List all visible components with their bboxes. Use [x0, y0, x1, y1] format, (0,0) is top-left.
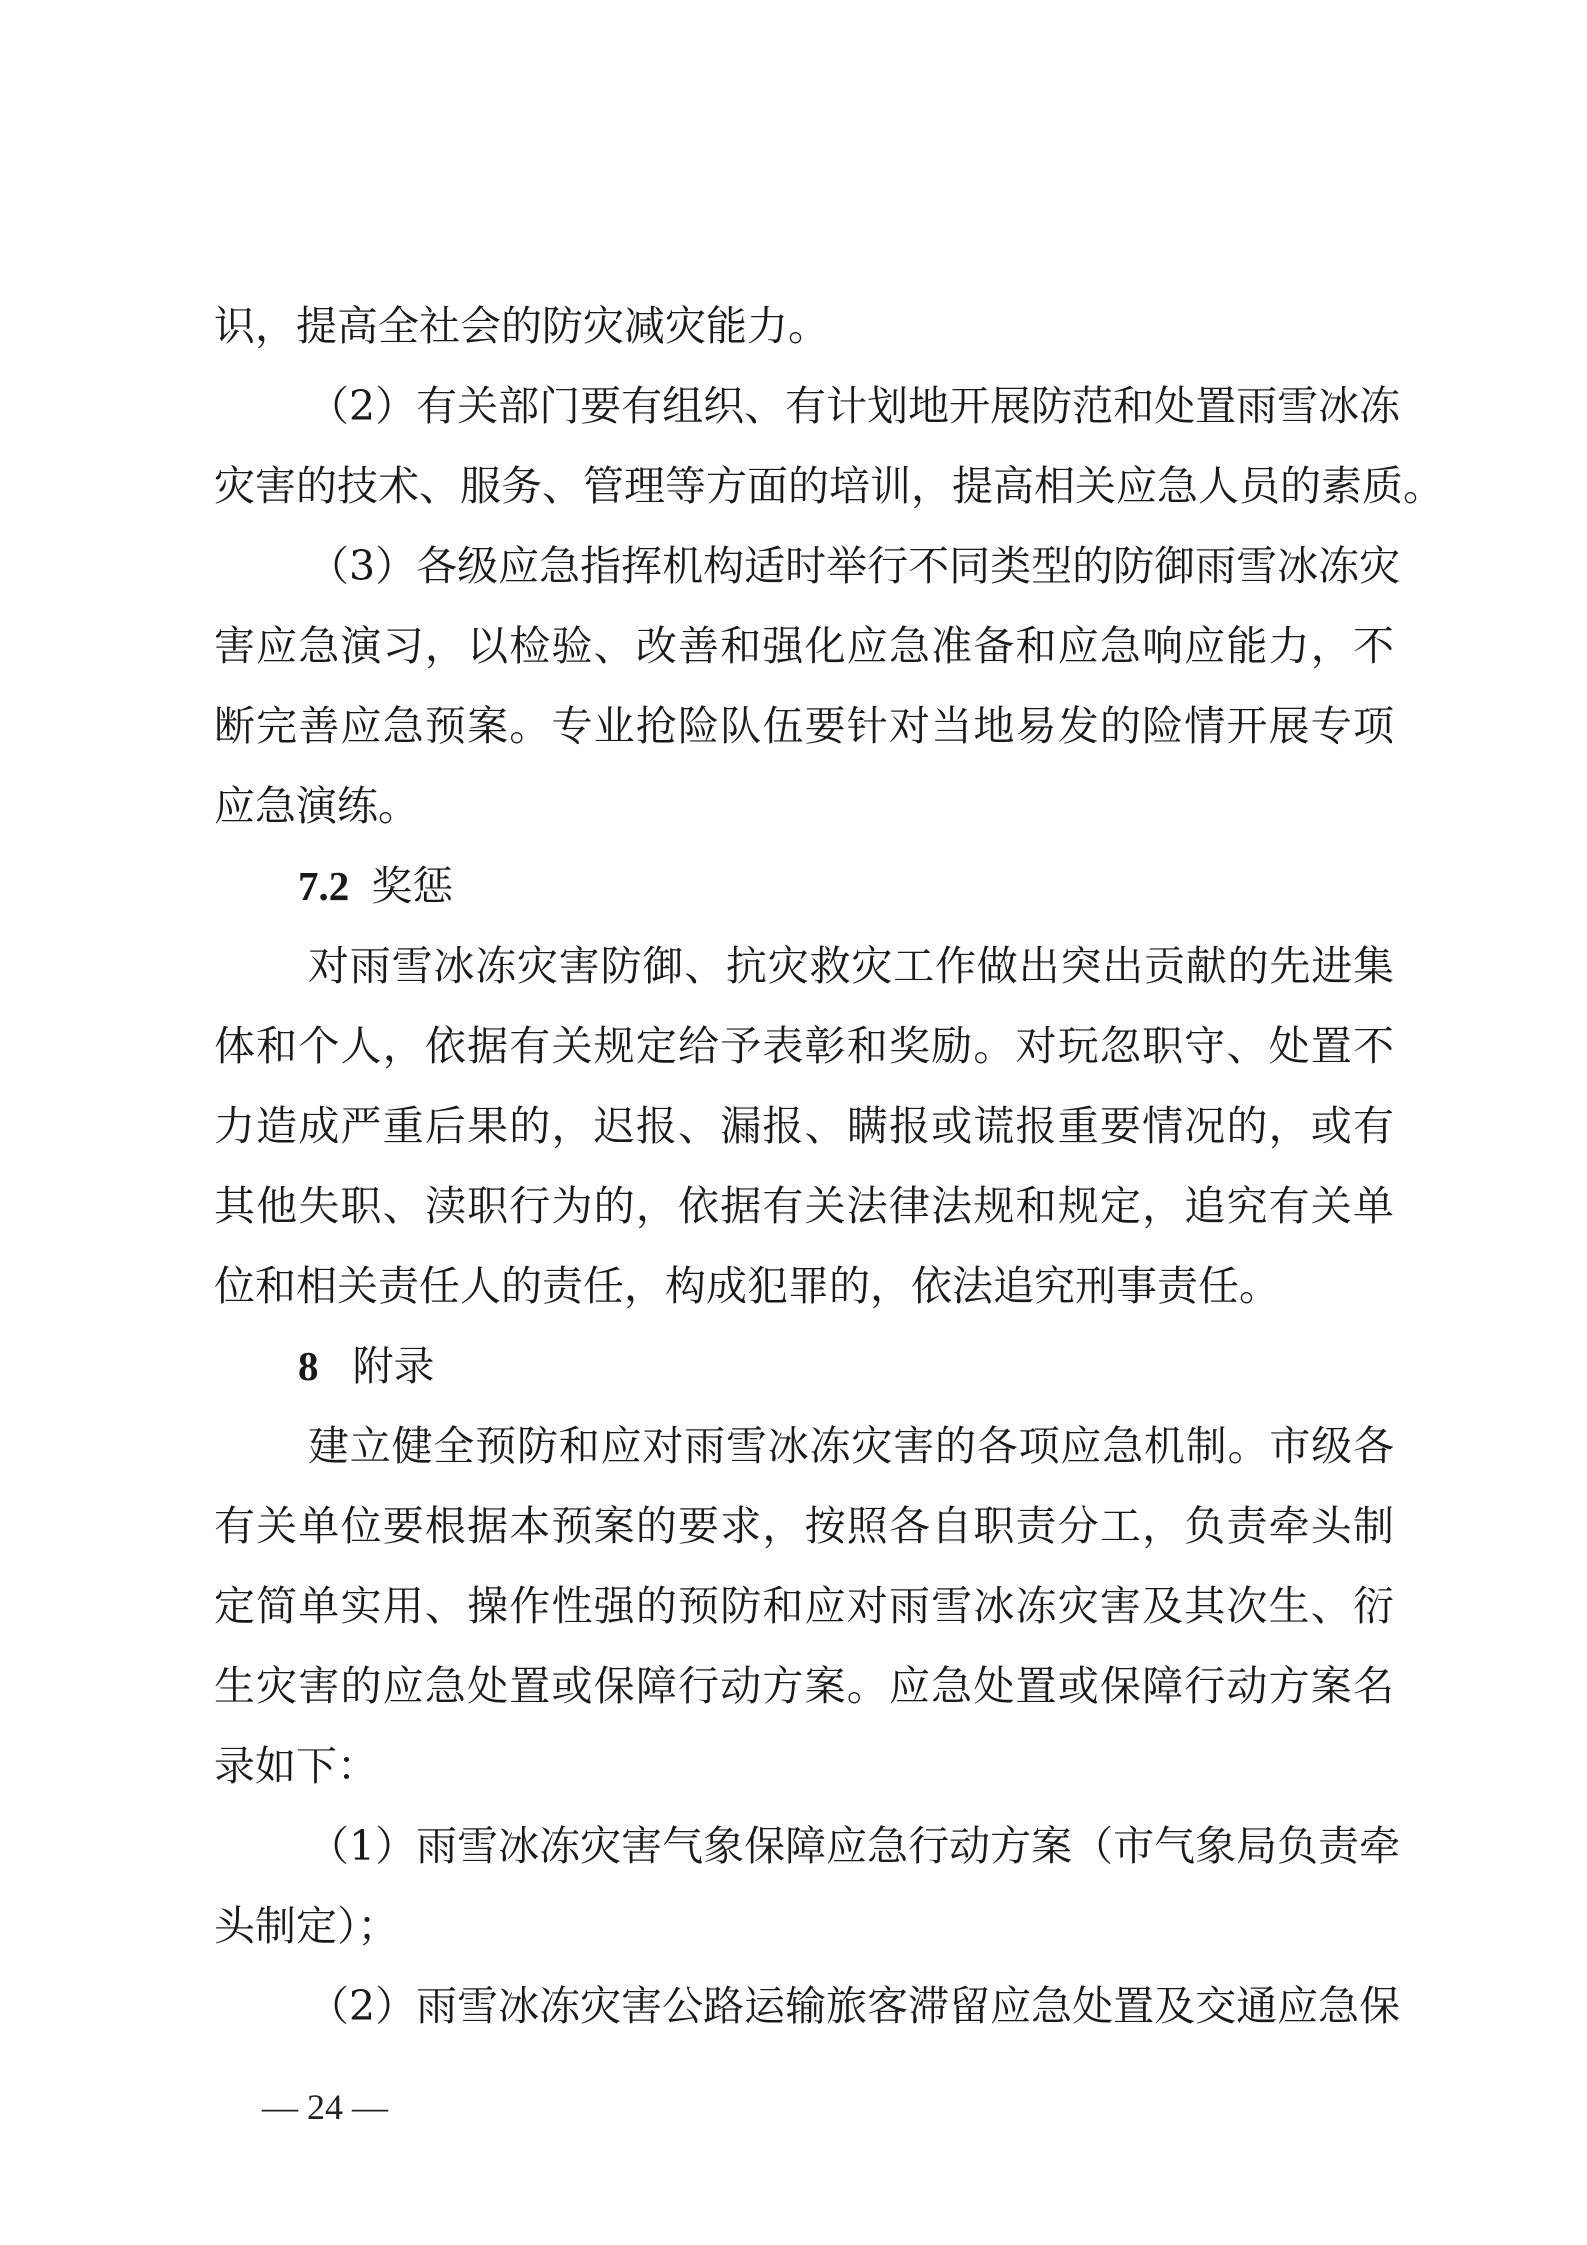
- section-title: 附录: [352, 1342, 435, 1390]
- paragraph-line: 应急演练。: [214, 782, 419, 830]
- paragraph-line: （1）雨雪冰冻灾害气象保障应急行动方案（市气象局负责牵: [308, 1822, 1401, 1870]
- section-heading: [298, 1336, 435, 1396]
- paragraph-line: 有关单位要根据本预案的要求，按照各自职责分工，负责牵头制: [214, 1502, 1394, 1550]
- page-number: — 24 —: [262, 2087, 388, 2127]
- section-title: 奖惩: [371, 862, 454, 910]
- paragraph-line: （3）各级应急指挥机构适时举行不同类型的防御雨雪冰冻灾: [308, 542, 1401, 590]
- paragraph-line: 力造成严重后果的，迟报、漏报、瞒报或谎报重要情况的，或有: [214, 1102, 1394, 1150]
- paragraph-line: 位和相关责任人的责任，构成犯罪的，依法追究刑事责任。: [214, 1262, 1280, 1310]
- section-heading: [298, 856, 453, 916]
- paragraph-line: 头制定）；: [214, 1902, 399, 1950]
- section-number: 8: [298, 1343, 319, 1389]
- paragraph-line: 害应急演习，以检验、改善和强化应急准备和应急响应能力，不: [214, 622, 1394, 670]
- paragraph-line: 其他失职、渎职行为的，依据有关法律法规和规定，追究有关单: [214, 1182, 1394, 1230]
- paragraph-line: （2）有关部门要有组织、有计划地开展防范和处置雨雪冰冻: [308, 382, 1401, 430]
- paragraph-line: 灾害的技术、服务、管理等方面的培训，提高相关应急人员的素质。: [214, 462, 1444, 510]
- section-number: 7.2: [298, 863, 350, 909]
- paragraph-line: 建立健全预防和应对雨雪冰冻灾害的各项应急机制。市级各: [308, 1422, 1394, 1470]
- paragraph-line: 对雨雪冰冻灾害防御、抗灾救灾工作做出突出贡献的先进集: [308, 942, 1394, 990]
- paragraph-line: 识，提高全社会的防灾减灾能力。: [214, 302, 829, 350]
- paragraph-line: （2）雨雪冰冻灾害公路运输旅客滞留应急处置及交通应急保: [308, 1982, 1401, 2030]
- paragraph-line: 体和个人，依据有关规定给予表彰和奖励。对玩忽职守、处置不: [214, 1022, 1394, 1070]
- paragraph-line: 断完善应急预案。专业抢险队伍要针对当地易发的险情开展专项: [214, 702, 1394, 750]
- paragraph-line: 定简单实用、操作性强的预防和应对雨雪冰冻灾害及其次生、衍: [214, 1582, 1394, 1630]
- paragraph-line: 生灾害的应急处置或保障行动方案。应急处置或保障行动方案名: [214, 1662, 1394, 1710]
- paragraph-line: 录如下：: [214, 1742, 378, 1790]
